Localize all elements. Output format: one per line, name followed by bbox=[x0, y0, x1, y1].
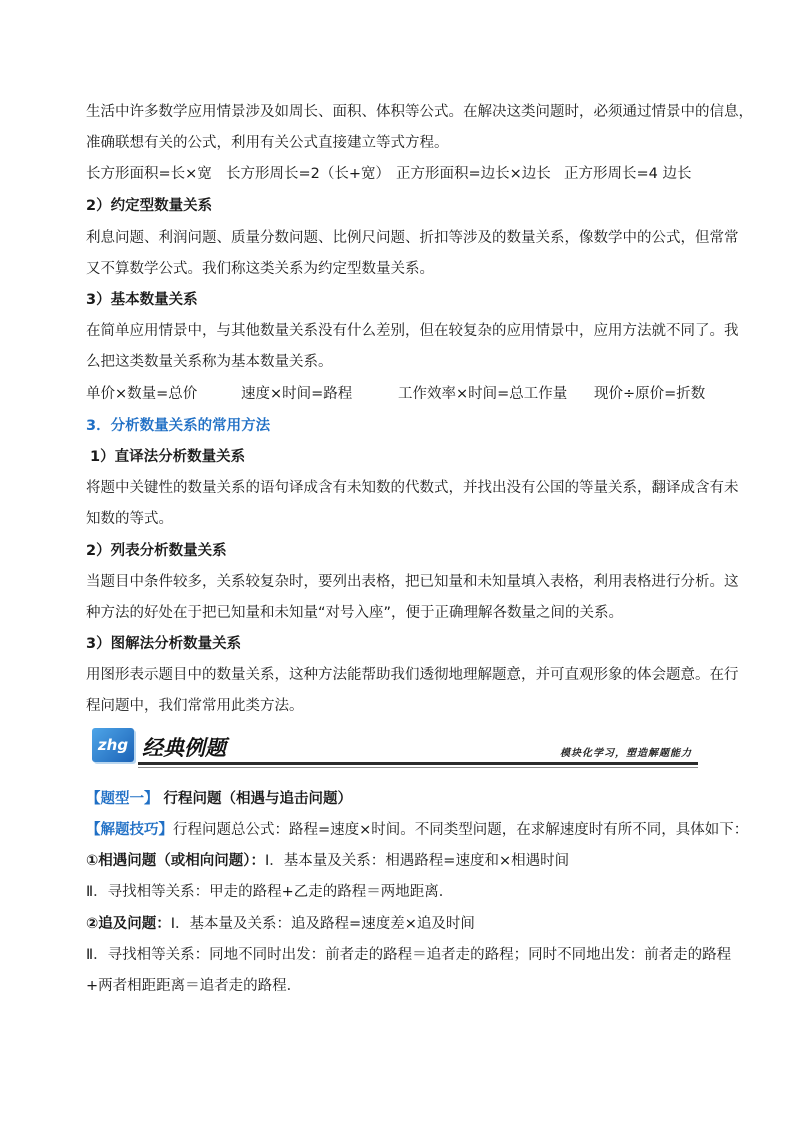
section3-line-1: 在简单应用情景中，与其他数量关系没有什么差别，但在较复杂的应用情景中，应用方法就不同了。我 bbox=[86, 323, 739, 339]
formula-item: 速度×时间=路程 bbox=[241, 386, 353, 402]
meeting-problem-line bbox=[86, 851, 569, 871]
section-heading: 3）基本数量关系 bbox=[86, 292, 198, 308]
meeting-problem-heading: ①相遇问题（或相向问题）： bbox=[86, 853, 266, 869]
intro-line-2: 准确联想有关的公式，利用有关公式直接建立等式方程。 bbox=[86, 135, 449, 151]
chase-problem-line bbox=[86, 914, 475, 934]
formula-item: 长方形周长=2（长+宽） bbox=[226, 166, 391, 182]
formula-item: 现价÷原价=折数 bbox=[594, 386, 706, 402]
zhg-logo-badge: zhg bbox=[92, 728, 134, 762]
formula-row-2 bbox=[86, 384, 726, 404]
tip-label: 【解题技巧】 bbox=[86, 822, 173, 838]
meeting-problem-text: Ⅰ．基本量及关系：相遇路程=速度和×相遇时间 bbox=[265, 853, 570, 869]
method2-heading: 2）列表分析数量关系 bbox=[86, 543, 227, 559]
chase-problem-text: Ⅰ．基本量及关系：追及路程=速度差×追及时间 bbox=[170, 916, 475, 932]
formula-item: 工作效率×时间=总工作量 bbox=[398, 386, 568, 402]
banner-divider bbox=[138, 762, 698, 765]
tip-line bbox=[86, 820, 748, 840]
type-label: 【题型一】 bbox=[86, 791, 159, 807]
section2-line-1: 利息问题、利润问题、质量分数问题、比例尺问题、折扣等涉及的数量关系，像数学中的公式，但常常 bbox=[86, 230, 739, 246]
method1-heading: 1）直译法分析数量关系 bbox=[90, 449, 246, 465]
formula-item: 正方形周长=4 边长 bbox=[564, 166, 692, 182]
method2-line-1: 当题目中条件较多，关系较复杂时，要列出表格，把已知量和未知量填入表格，利用表格进行分析。这 bbox=[86, 574, 739, 590]
formula-item: 单价×数量=总价 bbox=[86, 386, 198, 402]
section3-line-2: 么把这类数量关系称为基本数量关系。 bbox=[86, 354, 333, 370]
method3-line-2: 程问题中，我们常常用此类方法。 bbox=[86, 698, 304, 714]
formula-item: 长方形面积=长×宽 bbox=[86, 166, 212, 182]
method1-line-1: 将题中关键性的数量关系的语句译成含有未知数的代数式，并找出没有公国的等量关系，翻译成含有未 bbox=[86, 480, 739, 496]
section-banner bbox=[92, 728, 700, 770]
method2-line-2: 种方法的好处在于把已知量和未知量“对号入座”，便于正确理解各数量之间的关系。 bbox=[86, 605, 624, 621]
section-heading: 2）约定型数量关系 bbox=[86, 198, 213, 214]
chase-problem-line-2: Ⅱ．寻找相等关系：同地不同时出发：前者走的路程＝追者走的路程；同时不同地出发：前者走的路程 bbox=[86, 947, 732, 963]
formula-item: 正方形面积=边长×边长 bbox=[396, 166, 551, 182]
banner-slogan: 模块化学习，塑造解题能力 bbox=[560, 748, 692, 759]
tip-text: 行程问题总公式：路程=速度×时间。不同类型问题，在求解速度时有所不同，具体如下： bbox=[173, 822, 749, 838]
banner-divider-thin bbox=[138, 767, 698, 768]
banner-title: 经典例题 bbox=[142, 736, 226, 760]
formula-row-1 bbox=[86, 164, 726, 184]
chase-problem-line-3: +两者相距距离＝追者走的路程． bbox=[86, 978, 302, 994]
example-type-line bbox=[86, 789, 352, 809]
methods-heading: 3．分析数量关系的常用方法 bbox=[86, 418, 271, 434]
method1-line-2: 知数的等式。 bbox=[86, 511, 173, 527]
method3-line-1: 用图形表示题目中的数量关系，这种方法能帮助我们透彻地理解题意，并可直观形象的体会题意。在行 bbox=[86, 667, 739, 683]
meeting-problem-line-2: Ⅱ．寻找相等关系：甲走的路程+乙走的路程＝两地距离． bbox=[86, 884, 454, 900]
intro-line-1: 生活中许多数学应用情景涉及如周长、面积、体积等公式。在解决这类问题时，必须通过情景中的信息， bbox=[86, 104, 753, 120]
method3-heading: 3）图解法分析数量关系 bbox=[86, 636, 242, 652]
type-title: 行程问题（相遇与追击问题） bbox=[158, 791, 353, 807]
section2-line-2: 又不算数学公式。我们称这类关系为约定型数量关系。 bbox=[86, 261, 434, 277]
chase-problem-heading: ②追及问题： bbox=[86, 916, 171, 932]
